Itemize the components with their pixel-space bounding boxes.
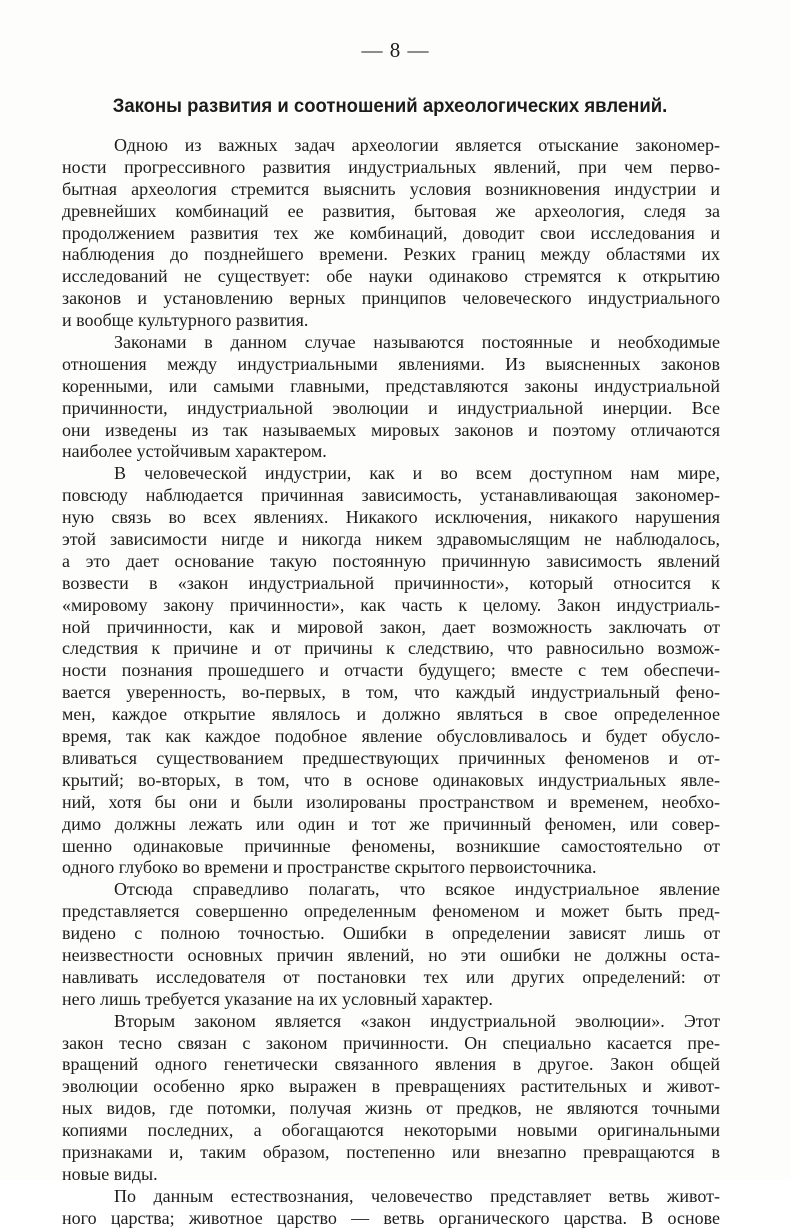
text-line: ности познания прошедшего и отчасти будущего; вместе с тем обеспечи- bbox=[62, 660, 720, 681]
text-line: В человеческой индустрии, как и во всем доступном нам мире, bbox=[114, 463, 720, 484]
paragraph bbox=[62, 135, 720, 332]
text-line: него лишь требуется указание на их условный характер. bbox=[62, 988, 493, 1009]
text-line: ную связь во всех явлениях. Никакого исключения, никакого нарушения bbox=[62, 507, 720, 528]
text-line: следствия к причине и от причины к следствию, что равносильно возмож- bbox=[62, 638, 720, 659]
text-line: неизвестности основных причин явлений, но эти ошибки не должны оста- bbox=[62, 944, 720, 965]
text-line: По данным естествознания, человечество представляет ветвь живот- bbox=[114, 1185, 720, 1206]
text-line: новые виды. bbox=[62, 1163, 158, 1184]
text-line: ного царства; животное царство — ветвь органического царства. В основе bbox=[62, 1207, 720, 1228]
text-line: Законами в данном случае называются постоянные и необходимые bbox=[114, 332, 720, 353]
text-line: причинности, индустриальной эволюции и индустриальной инерции. Все bbox=[62, 397, 720, 418]
text-line: законов и установлению верных принципов человеческого индустриального bbox=[62, 288, 720, 309]
text-line: ных видов, где потомки, получая жизнь от предков, не являются точными bbox=[62, 1098, 720, 1119]
paragraph bbox=[62, 1011, 720, 1186]
text-line: вается уверенность, во-первых, в том, что каждый индустриальный фено- bbox=[62, 682, 720, 703]
text-line: представляется совершенно определенным феноменом и может быть пред- bbox=[62, 901, 720, 922]
text-line: ной причинности, как и мировой закон, дает возможность заключать от bbox=[62, 616, 720, 637]
text-line: закон тесно связан с законом причинности. Он специально касается пре- bbox=[62, 1032, 720, 1053]
text-line: а это дает основание такую постоянную причинную зависимость явлений bbox=[62, 550, 720, 571]
paragraph bbox=[62, 463, 720, 879]
text-line: «мировому закону причинности», как часть к целому. Закон индустриаль- bbox=[62, 594, 720, 615]
text-line: древнейших комбинаций ее развития, бытовая же археология, следя за bbox=[62, 200, 720, 221]
paragraph bbox=[62, 1186, 720, 1230]
text-line: копиями последних, а обогащаются некоторыми новыми оригинальными bbox=[62, 1120, 720, 1141]
text-line: бытная археология стремится выяснить условия возникновения индустрии и bbox=[62, 178, 720, 199]
text-line: ности прогрессивного развития индустриальных явлений, при чем перво- bbox=[62, 156, 720, 177]
paragraph bbox=[62, 879, 720, 1010]
text-line: шенно одинаковые причинные феномены, возникшие самостоятельно от bbox=[62, 835, 720, 856]
paragraph bbox=[62, 332, 720, 463]
page-number: — 8 — bbox=[361, 38, 430, 62]
text-line: эволюции особенно ярко выражен в превращениях растительных и живот- bbox=[62, 1076, 720, 1097]
text-line: Вторым законом является «закон индустриальной эволюции». Этот bbox=[114, 1010, 720, 1031]
text-line: наблюдения до позднейшего времени. Резких границ между областями их bbox=[62, 244, 720, 265]
text-line: димо должны лежать или один и тот же причинный феномен, или совер- bbox=[62, 813, 720, 834]
text-line: навливать исследователя от постановки тех или других определений: от bbox=[62, 966, 720, 987]
text-line: отношения между индустриальными явлениями. Из выясненных законов bbox=[62, 353, 720, 374]
text-line: Отсюда справедливо полагать, что всякое индустриальное явление bbox=[114, 879, 720, 900]
text-line: исследований не существует: обе науки одинаково стремятся к открытию bbox=[62, 266, 720, 287]
text-line: одного глубоко во времени и пространстве скрытого первоисточника. bbox=[62, 857, 597, 878]
section-title: Законы развития и соотношений археологических явлений. bbox=[112, 95, 668, 117]
text-line: вливаться существованием предшествующих причинных феноменов и от- bbox=[62, 747, 720, 768]
text-line: Одною из важных задач археологии является отыскание закономер- bbox=[114, 135, 720, 155]
text-line: повсюду наблюдается причинная зависимость, устанавливающая закономер- bbox=[62, 485, 720, 506]
text-line: коренными, или самыми главными, представляются законы индустриальной bbox=[62, 375, 720, 396]
text-line: наиболее устойчивым характером. bbox=[62, 441, 327, 462]
text-line: вращений одного генетически связанного явления в другое. Закон общей bbox=[62, 1054, 720, 1075]
text-line: и вообще культурного развития. bbox=[62, 310, 309, 331]
text-line: возвести в «закон индустриальной причинности», который относится к bbox=[62, 572, 720, 593]
document-body bbox=[62, 135, 720, 1230]
text-line: время, так как каждое подобное явление обусловливалось и будет обусло- bbox=[62, 726, 720, 747]
text-line: продолжением развития тех же комбинаций, доводит свои исследования и bbox=[62, 222, 720, 243]
text-line: мен, каждое открытие являлось и должно являться в свое определенное bbox=[62, 704, 720, 725]
text-line: крытий; во-вторых, в том, что в основе одинаковых индустриальных явле- bbox=[62, 769, 720, 790]
text-line: признаками и, таким образом, постепенно или внезапно превращаются в bbox=[62, 1141, 720, 1162]
text-line: видено с полною точностью. Ошибки в определении зависят лишь от bbox=[62, 923, 720, 944]
text-line: этой зависимости нигде и никогда никем здравомыслящим не наблюдалось, bbox=[62, 529, 720, 550]
text-line: они изведены из так называемых мировых законов и поэтому отличаются bbox=[62, 419, 720, 440]
text-line: ний, хотя бы они и были изолированы пространством и временем, необхо- bbox=[62, 791, 720, 812]
